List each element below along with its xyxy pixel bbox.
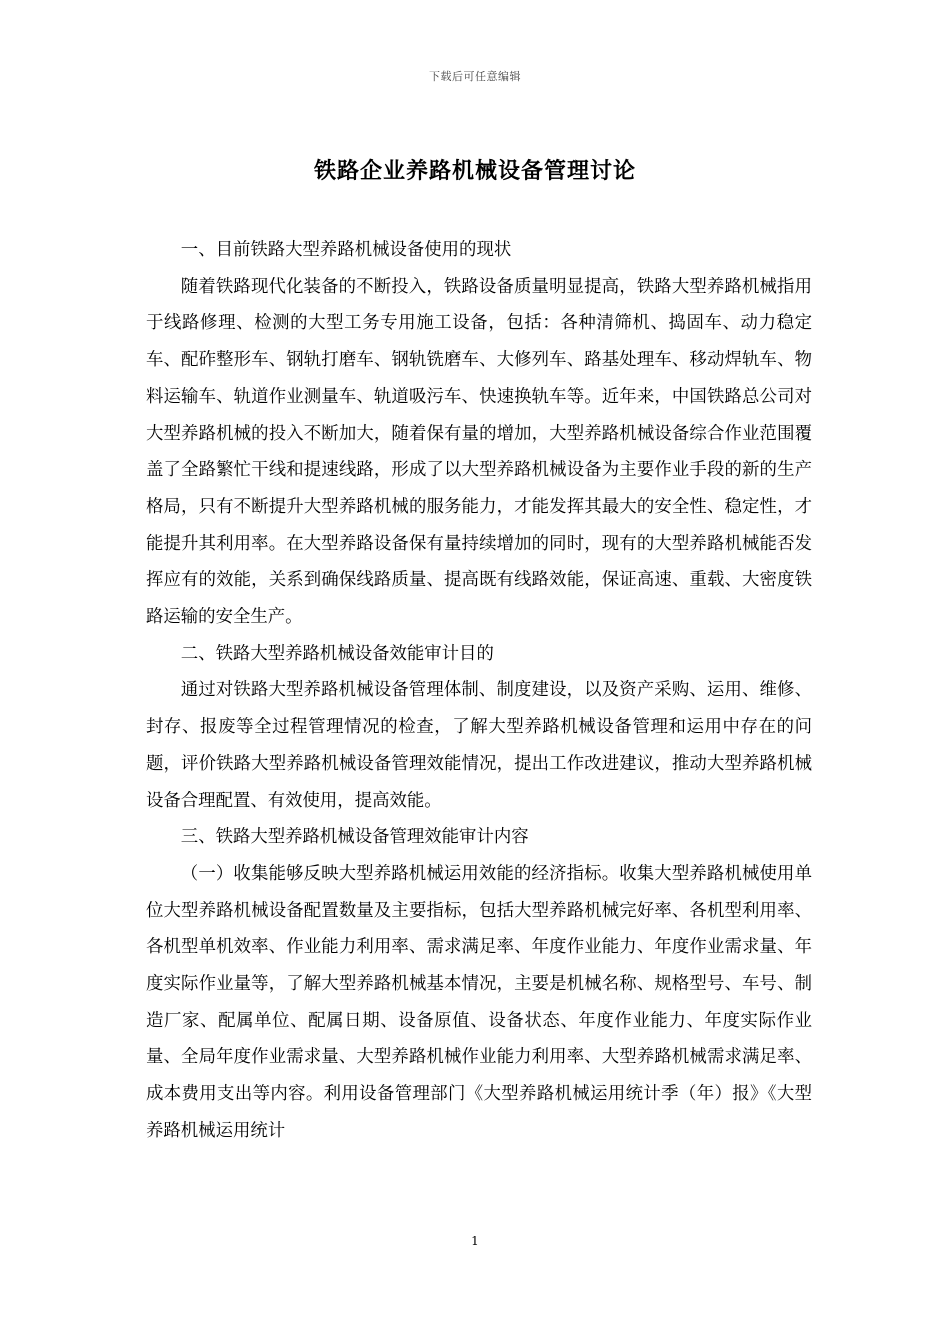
section-heading-1: 一、目前铁路大型养路机械设备使用的现状 <box>180 240 512 260</box>
paragraph: 随着铁路现代化装备的不断投入，铁路设备质量明显提高，铁路大型养路机械指用于线路修理、检测的大型工务专用施工设备，包括：各种清筛机、捣固车、动力稳定车、配砟整形车、钢轨打磨车、钢轨铣磨车、大修列车、路基处理车、移动焊轨车、物料运输车、轨道作业测量车、轨道吸污车、快速换轨车等。近年来，中国铁路总公司对大型养路机械的投入不断加大，随着保有量的增加，大型养路机械设备综合作业范围覆盖了全路繁忙干线和提速线路，形成了以大型养路机械设备为主要作业手段的新的生产格局，只有不断提升大型养路机械的服务能力，才能发挥其最大的安全性、稳定性，才能提升其利用率。在大型养路设备保有量持续增加的同时，现有的大型养路机械能否发挥应有的效能，关系到确保线路质量、提高既有线路效能，保证高速、重载、大密度铁路运输的安全生产。 <box>146 276 812 628</box>
section-heading-3: 三、铁路大型养路机械设备管理效能审计内容 <box>180 827 529 848</box>
section-heading-2: 二、铁路大型养路机械设备效能审计目的 <box>180 643 494 664</box>
paragraph: 通过对铁路大型养路机械设备管理体制、制度建设，以及资产采购、运用、维修、封存、报废等全过程管理情况的检查，了解大型养路机械设备管理和运用中存在的问题，评价铁路大型养路机械设备管理效能情况，提出工作改进建议，推动大型养路机械设备合理配置、有效使用，提高效能。 <box>146 680 812 811</box>
paragraph: （一）收集能够反映大型养路机械运用效能的经济指标。收集大型养路机械使用单位大型养路机械设备配置数量及主要指标，包括大型养路机械完好率、各机型利用率、各机型单机效率、作业能力利用率、需求满足率、年度作业能力、年度作业需求量、年度实际作业量等，了解大型养路机械基本情况，主要是机械名称、规格型号、车号、制造厂家、配属单位、配属日期、设备原值、设备状态、年度作业能力、年度实际作业量、全局年度作业需求量、大型养路机械作业能力利用率、大型养路机械需求满足率、成本费用支出等内容。利用设备管理部门《大型养路机械运用统计季（年）报》《大型养路机械运用统计 <box>146 863 812 1141</box>
document-title: 铁路企业养路机械设备管理讨论 <box>313 158 636 184</box>
header-note: 下载后可任意编辑 <box>429 70 521 83</box>
page-number: 1 <box>471 1234 479 1248</box>
document-body <box>146 232 812 1150</box>
